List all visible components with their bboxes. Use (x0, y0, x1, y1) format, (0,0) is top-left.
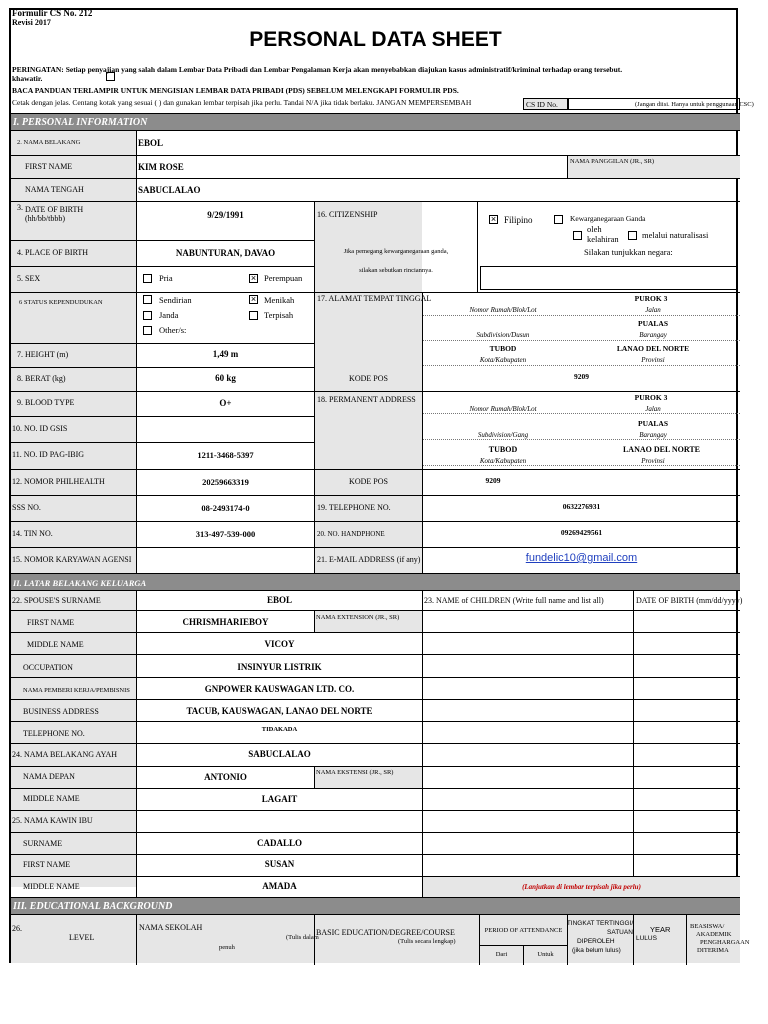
cs-id-field[interactable] (568, 98, 754, 110)
spouse-surname-label: 22. SPOUSE'S SURNAME (12, 596, 101, 605)
tin-value[interactable]: 313-497-539-000 (195, 529, 256, 539)
res-subdiv-sub: Subdivision/Dusun (476, 331, 530, 339)
edu-period-label: PERIOD OF ATTENDANCE (484, 927, 563, 934)
spouse-telephone-label: TELEPHONE NO. (23, 729, 85, 738)
edu-level-label: LEVEL (69, 933, 95, 942)
perm-city-value[interactable]: TUBOD (488, 445, 518, 454)
grid-line (11, 178, 740, 179)
surname-value[interactable]: EBOL (138, 138, 164, 148)
civil-married-label: Menikah (264, 295, 295, 305)
perm-brgy-value[interactable]: PUALAS (637, 419, 668, 428)
perm-street-sub: Jalan (645, 405, 661, 413)
grid-line (11, 442, 315, 443)
grid-line (422, 591, 423, 898)
spouse-middle-label: MIDDLE NAME (27, 640, 84, 649)
citizen-natural-checkbox[interactable] (628, 231, 637, 240)
citizen-dual-note-1: Jika pemegang kewarganegaraan ganda, (343, 248, 449, 255)
sex-male-label: Pria (159, 273, 173, 283)
perm-zip-value[interactable]: 9209 (485, 476, 501, 485)
res-brgy-value[interactable]: PUALAS (637, 319, 668, 328)
grid-line (11, 469, 740, 470)
sss-value[interactable]: 08-2493174-0 (201, 503, 250, 513)
grid-line (11, 367, 315, 368)
mother-middle-label: MIDDLE NAME (23, 882, 80, 891)
grid-line (423, 465, 740, 466)
mobile-value[interactable]: 09269429561 (560, 528, 603, 537)
firstname-value[interactable]: KIM ROSE (138, 162, 184, 172)
occupation-label: OCCUPATION (23, 663, 73, 672)
res-zip-label: KODE POS (349, 374, 388, 383)
guide-text: BACA PANDUAN TERLAMPIR UNTUK MENGISIAN LEMBAR DATA PRIBADI (PDS) SEBELUM MELENGKAPI FORMULIR PDS. (12, 86, 459, 95)
citizen-country-field[interactable] (480, 266, 738, 290)
citizen-natural-label: melalui naturalisasi (642, 230, 709, 240)
father-surname-label: 24. NAMA BELAKANG AYAH (12, 750, 118, 759)
citizen-filipino-checkbox[interactable]: × (490, 214, 497, 224)
section-personal-information: I. PERSONAL INFORMATION (11, 113, 740, 131)
warning-label: PERINGATAN: (12, 65, 64, 74)
pagibig-label: 11. NO. ID PAG-IBIG (12, 450, 85, 459)
edu-school-note-2: penuh (219, 944, 235, 951)
spouse-telephone-value[interactable]: TIDAKADA (261, 726, 298, 733)
edu-honors-label-1: BEASISWA/ (690, 923, 725, 930)
mother-first-value[interactable]: SUSAN (264, 859, 295, 869)
form-revision: Revisi 2017 (12, 18, 51, 27)
biz-address-label: BUSINESS ADDRESS (23, 707, 99, 716)
grid-line (11, 832, 740, 833)
grid-line (11, 416, 315, 417)
edu-to-label: Untuk (537, 951, 554, 958)
sex-female-label: Perempuan (264, 273, 303, 283)
res-city-value[interactable]: TUBOD (489, 344, 517, 353)
father-middle-label: MIDDLE NAME (23, 794, 80, 803)
father-first-value[interactable]: ANTONIO (204, 772, 247, 782)
citizen-dual-label: Kewarganegaraan Ganda (570, 214, 646, 223)
citizen-birth-label: oleh kelahiran (587, 224, 619, 244)
grid-line (314, 610, 315, 632)
warning-line (12, 65, 738, 75)
perm-address-label: 18. PERMANENT ADDRESS (317, 395, 416, 404)
edu-year-label-2: LULUS (636, 935, 657, 942)
grid-line (423, 413, 740, 414)
blood-value[interactable]: O+ (219, 398, 232, 408)
grid-line (11, 610, 740, 611)
biz-address-value[interactable]: TACUB, KAUSWAGAN, LANAO DEL NORTE (186, 706, 373, 716)
form-number: Formulir CS No. 212 (12, 8, 93, 18)
perm-zip-label: KODE POS (349, 477, 388, 486)
father-surname-value[interactable]: SABUCLALAO (248, 749, 311, 759)
grid-line (11, 721, 740, 722)
cs-id-label: CS ID No. (526, 100, 558, 109)
citizen-birth-checkbox[interactable] (573, 231, 582, 240)
res-house-sub: Nomor Rumah/Blok/Lot (469, 306, 537, 314)
mobile-label: 20. NO. HANDPHONE (317, 530, 385, 538)
mother-first-label: FIRST NAME (23, 860, 71, 869)
dob-value[interactable]: 9/29/1991 (207, 210, 244, 220)
res-street-sub: Jalan (645, 306, 661, 314)
spouse-surname-value[interactable]: EBOL (266, 595, 292, 605)
mother-label: 25. NAMA KAWIN IBU (12, 816, 93, 825)
children-label: 23. NAME of CHILDREN (Write full name and list all) (424, 596, 604, 605)
sex-female-checkbox[interactable]: × (250, 273, 257, 283)
nickname-label: NAMA PANGGILAN (JR., SR) (570, 158, 655, 165)
gsis-label: 10. NO. ID GSIS (12, 424, 68, 433)
res-house-value[interactable]: PUROK 3 (634, 294, 668, 303)
grid-line (11, 547, 740, 548)
edu-highest-label-4: (jika belum lulus) (572, 947, 621, 954)
dob-format: (hh/bb/tbbb) (25, 214, 65, 223)
name-ext-label: NAMA EXTENSION (JR., SR) (316, 614, 400, 621)
warning-text-2: khawatir. (12, 74, 43, 83)
spouse-first-label: FIRST NAME (27, 618, 75, 627)
civil-married-checkbox[interactable]: × (250, 294, 257, 304)
edu-highest-label-3: DIPEROLEH (577, 938, 615, 945)
mother-middle-value[interactable]: AMADA (262, 881, 297, 891)
grid-line (11, 854, 740, 855)
perm-subdiv-sub: Subdivision/Gang (477, 431, 529, 439)
edu-school-label: NAMA SEKOLAH (139, 923, 203, 932)
perm-prov-sub: Provinsi (641, 457, 665, 465)
firstname-label: FIRST NAME (25, 162, 73, 171)
grid-line (11, 240, 315, 241)
citizen-country-label: Silakan tunjukkan negara: (584, 247, 673, 257)
grid-line (11, 343, 315, 344)
blood-label: 9. BLOOD TYPE (17, 398, 75, 407)
civil-widow-checkbox[interactable] (143, 311, 152, 320)
civil-widow-label: Janda (159, 310, 179, 320)
perm-city-sub: Kota/Kabupaten (479, 457, 527, 465)
grid-line (11, 201, 740, 202)
section-family-background: II. LATAR BELAKANG KELUARGA (11, 573, 740, 591)
civil-separated-label: Terpisah (264, 310, 294, 320)
dob-label: DATE OF BIRTH (25, 205, 84, 214)
continue-note: (Lanjutkan di lembar terpisah jika perlu) (522, 883, 641, 891)
children-dob-label: DATE OF BIRTH (mm/dd/yyyy) (636, 596, 743, 605)
height-value[interactable]: 1,49 m (212, 349, 239, 359)
grid-line (423, 340, 740, 341)
pagibig-value[interactable]: 1211-3468-5397 (197, 450, 254, 460)
email-value[interactable]: fundelic10@gmail.com (525, 552, 638, 564)
philhealth-label: 12. NOMOR PHILHEALTH (12, 477, 105, 486)
employer-value[interactable]: GNPOWER KAUSWAGAN LTD. CO. (204, 684, 355, 694)
res-prov-value[interactable]: LANAO DEL NORTE (616, 344, 690, 353)
grid-line (136, 915, 137, 965)
res-brgy-sub: Barangay (639, 331, 667, 339)
warning-checkbox[interactable] (106, 72, 115, 81)
edu-highest-label-1: TINGKAT TERTINGGI/ (566, 920, 634, 927)
perm-brgy-sub: Barangay (639, 431, 667, 439)
grid-line (11, 155, 740, 156)
edu-from-label: Dari (495, 951, 508, 958)
citizen-filipino-label: Filipino (504, 215, 533, 225)
grid-line (423, 439, 740, 440)
citizenship-label: 16. CITIZENSHIP (317, 210, 378, 219)
section-educational-background: III. EDUCATIONAL BACKGROUND (11, 897, 740, 915)
agency-label: 15. NOMOR KARYAWAN AGENSI (12, 555, 132, 564)
instruction-text: Cetak dengan jelas. Centang kotak yang sesuai ( ) dan gunakan lembar terpisah jika perlu. Tandai N/A jika tidak berlaku. JANGAN MEMPERSEMBAH (12, 98, 472, 107)
edu-school-note: (Tulis dalam (286, 934, 319, 941)
weight-label: 8. BERAT (kg) (17, 374, 66, 383)
telephone-value[interactable]: 0632276931 (562, 502, 601, 511)
sex-label: 5. SEX (17, 274, 41, 283)
weight-value[interactable]: 60 kg (215, 373, 236, 383)
cs-id-note: (Jangan diisi. Hanya untuk penggunaan CSC) (635, 101, 754, 108)
res-address-label: 17. ALAMAT TEMPAT TINGGAL (317, 294, 432, 303)
grid-line (11, 266, 315, 267)
perm-prov-value[interactable]: LANAO DEL NORTE (622, 445, 701, 454)
grid-line (633, 591, 634, 876)
res-zip-value[interactable]: 9209 (574, 372, 589, 381)
civil-other-checkbox[interactable] (143, 326, 152, 335)
civil-separated-checkbox[interactable] (249, 311, 258, 320)
mother-surname-label: SURNAME (23, 839, 63, 848)
edu-num: 26. (12, 924, 22, 933)
grid-line (11, 743, 740, 744)
citizen-dual-note-2: silakan sebutkan rinciannya. (359, 267, 433, 274)
employer-label: NAMA PEMBERI KERJA/PEMBISNIS (23, 687, 130, 694)
pds-sheet (9, 8, 754, 963)
page-title: PERSONAL DATA SHEET (249, 28, 502, 51)
grid-line (11, 654, 740, 655)
grid-line (567, 155, 568, 178)
middlename-label: NAMA TENGAH (25, 185, 84, 194)
grid-line (11, 788, 740, 789)
sex-male-checkbox[interactable] (143, 274, 152, 283)
grid-line (11, 495, 740, 496)
edu-highest-label-2: SATUAN (607, 929, 633, 936)
cs-id-label-box (523, 98, 568, 110)
email-label: 21. E-MAIL ADDRESS (if any) (317, 555, 421, 564)
grid-line (423, 315, 740, 316)
perm-house-value[interactable]: PUROK 3 (634, 393, 668, 402)
warning-text: Setiap penyajian yang salah dalam Lembar Data Pribadi dan Lembar Pengalaman Kerja akan menyebabkan diajukan kasus administratif/kriminal terhadap orang tersebut. (65, 65, 623, 74)
civil-single-label: Sendirian (159, 295, 192, 305)
edu-honors-label-4: DITERIMA (697, 947, 729, 954)
telephone-label: 19. TELEPHONE NO. (317, 503, 391, 512)
dob-label-num: 3. (17, 203, 23, 212)
edu-honors-label-2: AKADEMIK (696, 931, 732, 938)
res-prov-sub: Provinsi (641, 356, 665, 364)
grid-line (479, 945, 567, 946)
perm-house-sub: Nomor Rumah/Blok/Lot (469, 405, 537, 413)
civil-other-label: Other/s: (159, 325, 187, 335)
spouse-first-value[interactable]: CHRISMHARIEBOY (182, 617, 269, 627)
grid-line (11, 677, 740, 678)
grid-line (686, 915, 687, 965)
grid-line (11, 521, 740, 522)
tin-label: 14. TIN NO. (12, 529, 53, 538)
father-middle-value[interactable]: LAGAIT (261, 794, 298, 804)
civil-single-checkbox[interactable] (143, 295, 152, 304)
occupation-value[interactable]: INSINYUR LISTRIK (237, 662, 322, 672)
edu-honors-label-3: PENGHARGAAN (700, 939, 750, 946)
grid-line (11, 876, 740, 877)
height-label: 7. HEIGHT (m) (17, 350, 69, 359)
edu-course-label: BASIC EDUCATION/DEGREE/COURSE (316, 928, 455, 937)
surname-label: 2. NAMA BELAKANG (17, 139, 81, 146)
pob-value[interactable]: NABUNTURAN, DAVAO (175, 248, 276, 258)
mother-surname-value[interactable]: CADALLO (256, 838, 302, 848)
grid-line (314, 766, 315, 788)
grid-line (11, 810, 740, 811)
grid-line (477, 201, 478, 292)
citizen-dual-checkbox[interactable] (554, 215, 563, 224)
philhealth-value[interactable]: 20259663319 (202, 477, 249, 487)
spouse-middle-value[interactable]: VICOY (264, 639, 295, 649)
sss-label: SSS NO. (12, 503, 41, 512)
name-ext2-label: NAMA EKSTENSI (JR., SR) (316, 769, 394, 776)
civil-status-label: 6 STATUS KEPENDUDUKAN (19, 299, 103, 306)
grid-line (423, 365, 740, 366)
edu-course-note: (Tulis secara lengkap) (398, 938, 456, 945)
father-first-label: NAMA DEPAN (23, 772, 75, 781)
edu-year-label-1: YEAR (650, 925, 671, 934)
grid-line (11, 766, 740, 767)
pob-label: 4. PLACE OF BIRTH (17, 248, 89, 257)
grid-line (11, 699, 740, 700)
middlename-value[interactable]: SABUCLALAO (138, 185, 201, 195)
grid-line (11, 632, 740, 633)
res-city-sub: Kota/Kabupaten (479, 356, 527, 364)
